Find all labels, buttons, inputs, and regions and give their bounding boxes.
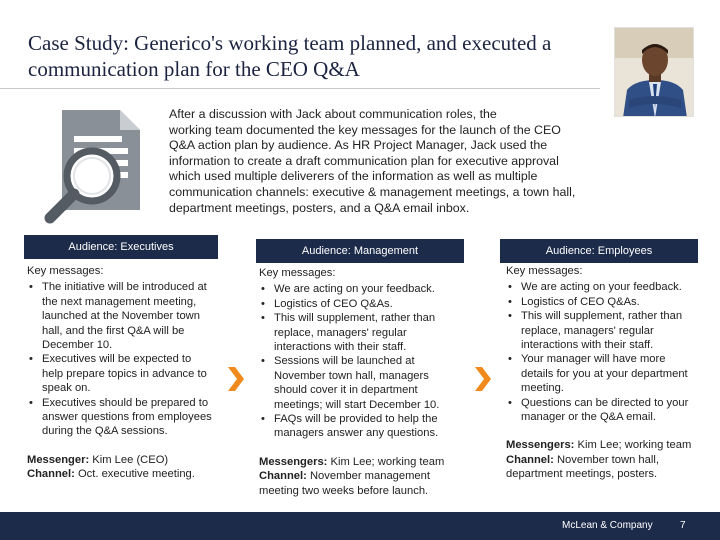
document-search-icon	[34, 106, 164, 228]
page-number: 7	[680, 520, 686, 531]
list-item: • We are acting on your feedback.	[259, 282, 463, 296]
key-messages-label: Key messages:	[27, 265, 104, 277]
list-item: • Your manager will have more details for you at your department meeting.	[506, 352, 698, 395]
list-item: • Executives will be expected to help prepare topics in advance to speak on.	[27, 352, 215, 395]
employees-footer	[506, 438, 698, 481]
employees-header: Audience: Employees	[500, 239, 698, 263]
list-item: • Questions can be directed to your manager or the Q&A email.	[506, 396, 698, 425]
channel-label: Channel:	[259, 470, 307, 483]
messenger-label: Messengers:	[506, 439, 575, 452]
messenger-value: Kim Lee; working team	[574, 439, 692, 452]
list-item: • This will supplement, rather than replace, managers' regular interactions with their staff.	[506, 309, 698, 352]
key-messages-label: Key messages:	[506, 265, 583, 277]
chevron-right-icon	[227, 366, 245, 392]
executives-message-list	[27, 280, 215, 438]
list-item: • Sessions will be launched at November town hall, managers should cover it in department meetings; will start December 10.	[259, 354, 463, 412]
channel-label: Channel:	[506, 453, 554, 466]
management-message-list	[259, 282, 463, 440]
list-item: • FAQs will be provided to help the managers answer any questions.	[259, 412, 463, 441]
executives-column	[27, 264, 215, 482]
key-messages-label: Key messages:	[259, 267, 336, 279]
management-footer	[259, 455, 463, 498]
messenger-value: Kim Lee; working team	[327, 455, 445, 468]
list-item: • Logistics of CEO Q&As.	[506, 295, 698, 309]
employees-message-list	[506, 280, 698, 424]
title-divider	[0, 88, 600, 89]
presenter-photo	[614, 27, 694, 117]
footer-brand: McLean & Company	[562, 520, 653, 531]
intro-paragraph: After a discussion with Jack about communication roles, the working team documented the key messages for the launch of the CEO Q&A action plan by audience. As HR Project Manager, Jack used the information to create a draft communication plan for executive approval which used multiple deliverers of the information as well as multiple communication channels: executive & management meetings, a town hall, department meetings, posters, and a Q&A email inbox.	[169, 107, 576, 215]
channel-value: November town hall, department meetings, posters.	[506, 453, 659, 481]
list-item: • We are acting on your feedback.	[506, 280, 698, 294]
list-item: • The initiative will be introduced at the next management meeting, launched at the November town hall, and the first Q&A will be December 10.	[27, 280, 215, 352]
messenger-label: Messenger:	[27, 453, 90, 466]
list-item: • Logistics of CEO Q&As.	[259, 297, 463, 311]
executives-footer	[27, 453, 215, 482]
slide-title: Case Study: Generico's working team planned, and executed a communication plan for the CEO Q&A	[28, 31, 552, 81]
executives-header: Audience: Executives	[24, 235, 218, 259]
messenger-label: Messengers:	[259, 455, 328, 468]
channel-label: Channel:	[27, 468, 75, 481]
channel-value: Oct. executive meeting.	[74, 468, 195, 481]
employees-column	[506, 264, 698, 482]
management-header: Audience: Management	[256, 239, 464, 263]
channel-value: November management meeting two weeks before launch.	[259, 470, 430, 497]
list-item: • Executives should be prepared to answer questions from employees during the Q&A sessions.	[27, 396, 215, 439]
footer-bar	[0, 512, 720, 540]
messenger-value: Kim Lee (CEO)	[89, 453, 169, 466]
chevron-right-icon	[474, 366, 492, 392]
list-item: • This will supplement, rather than replace, managers' regular interactions with their staff.	[259, 311, 463, 354]
management-column	[259, 266, 463, 498]
